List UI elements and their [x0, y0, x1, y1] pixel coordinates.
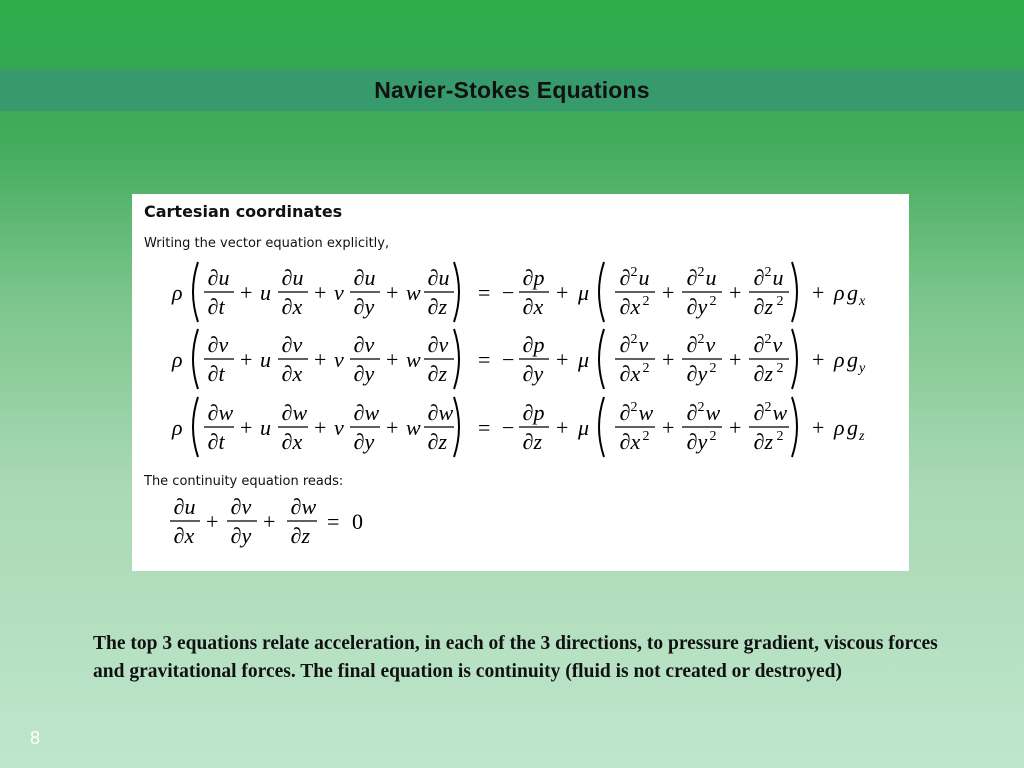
math-symbol: ∂	[753, 265, 765, 290]
math-symbol: z	[438, 294, 448, 319]
exponent: 2	[697, 265, 705, 280]
math-symbol: w	[638, 400, 654, 425]
math-symbol: y	[241, 523, 252, 548]
navier-stokes-equations	[132, 194, 909, 571]
math-symbol: ∂	[619, 265, 631, 290]
math-symbol: v	[438, 332, 449, 357]
math-symbol: y	[697, 429, 708, 454]
math-symbol: ∂	[353, 429, 365, 454]
left-paren	[193, 397, 198, 457]
plus-sign: +	[812, 415, 825, 440]
math-symbol: ∂	[753, 332, 765, 357]
math-symbol: p	[533, 265, 545, 290]
math-symbol: ∂	[281, 332, 293, 357]
equals-sign: =	[327, 509, 340, 534]
math-symbol: ∂	[427, 361, 439, 386]
continuity-intro-text: The continuity equation reads:	[144, 474, 344, 489]
math-symbol: ∂	[353, 332, 365, 357]
plus-sign: +	[263, 509, 276, 534]
equals-sign: =	[478, 415, 491, 440]
math-symbol: t	[218, 361, 225, 386]
plus-sign: +	[812, 347, 825, 372]
plus-sign: +	[386, 280, 399, 305]
exponent: 2	[709, 429, 717, 444]
math-symbol: v	[334, 415, 344, 440]
density-symbol: ρ	[172, 347, 183, 372]
math-symbol: v	[364, 332, 375, 357]
exponent: 2	[642, 361, 650, 376]
math-symbol: w	[705, 400, 721, 425]
math-symbol: w	[218, 400, 234, 425]
math-symbol: ∂	[686, 361, 698, 386]
math-symbol: ∂	[353, 361, 365, 386]
math-symbol: v	[218, 332, 229, 357]
exponent: 2	[776, 361, 784, 376]
left-paren	[599, 262, 604, 322]
plus-sign: +	[729, 347, 742, 372]
math-symbol: ∂	[230, 494, 242, 519]
exponent: 2	[709, 294, 717, 309]
math-symbol: y	[364, 294, 375, 319]
plus-sign: +	[662, 347, 675, 372]
math-symbol: v	[334, 347, 344, 372]
exponent: 2	[697, 400, 705, 415]
left-paren	[599, 397, 604, 457]
viscosity-symbol: μ	[578, 415, 590, 440]
math-symbol: ∂	[619, 429, 631, 454]
math-symbol: ∂	[207, 429, 219, 454]
exponent: 2	[764, 400, 772, 415]
math-symbol: y	[697, 361, 708, 386]
minus-sign: −	[502, 415, 515, 440]
slide-title: Navier-Stokes Equations	[374, 76, 650, 103]
exponent: 2	[697, 332, 705, 347]
plus-sign: +	[386, 415, 399, 440]
gravity-subscript: x	[859, 294, 866, 309]
math-symbol: u	[260, 415, 271, 440]
math-symbol: v	[292, 332, 303, 357]
math-symbol: ∂	[753, 361, 765, 386]
math-symbol: ∂	[230, 523, 242, 548]
exponent: 2	[776, 294, 784, 309]
exponent: 2	[764, 265, 772, 280]
math-symbol: u	[292, 265, 304, 290]
density-symbol: ρ	[834, 415, 845, 440]
math-symbol: v	[705, 332, 716, 357]
plus-sign: +	[556, 280, 569, 305]
math-symbol: y	[364, 429, 375, 454]
math-symbol: u	[184, 494, 196, 519]
math-symbol: p	[533, 400, 545, 425]
math-symbol: t	[218, 429, 225, 454]
math-symbol: y	[364, 361, 375, 386]
math-symbol: z	[438, 361, 448, 386]
math-symbol: ∂	[619, 361, 631, 386]
math-symbol: z	[764, 429, 774, 454]
gravity-subscript: y	[859, 361, 866, 376]
exponent: 2	[709, 361, 717, 376]
math-symbol: x	[292, 361, 303, 386]
plus-sign: +	[662, 280, 675, 305]
left-paren	[599, 329, 604, 389]
viscosity-symbol: μ	[578, 347, 590, 372]
title-bar	[0, 69, 1024, 111]
plus-sign: +	[729, 280, 742, 305]
math-symbol: z	[301, 523, 311, 548]
math-symbol: u	[260, 280, 271, 305]
density-symbol: ρ	[172, 415, 183, 440]
math-symbol: ∂	[207, 265, 219, 290]
math-symbol: u	[260, 347, 271, 372]
slide-number: 8	[30, 728, 41, 748]
plus-sign: +	[240, 280, 253, 305]
left-paren	[193, 329, 198, 389]
plus-sign: +	[386, 347, 399, 372]
plus-sign: +	[662, 415, 675, 440]
math-symbol: ∂	[427, 265, 439, 290]
math-symbol: w	[406, 415, 421, 440]
minus-sign: −	[502, 280, 515, 305]
math-symbol: ∂	[522, 332, 534, 357]
right-paren	[454, 262, 459, 322]
math-symbol: x	[292, 294, 303, 319]
math-symbol: u	[772, 265, 784, 290]
math-symbol: ∂	[522, 400, 534, 425]
plus-sign: +	[314, 280, 327, 305]
math-symbol: x	[630, 361, 641, 386]
math-symbol: y	[533, 361, 544, 386]
math-symbol: ∂	[686, 429, 698, 454]
math-symbol: ∂	[281, 294, 293, 319]
math-symbol: t	[218, 294, 225, 319]
math-symbol: ∂	[522, 294, 534, 319]
math-symbol: ∂	[753, 294, 765, 319]
panel-heading: Cartesian coordinates	[144, 202, 343, 221]
math-symbol: u	[705, 265, 717, 290]
plus-sign: +	[206, 509, 219, 534]
math-symbol: x	[292, 429, 303, 454]
zero-value: 0	[352, 509, 363, 534]
math-symbol: v	[638, 332, 649, 357]
math-symbol: ∂	[207, 361, 219, 386]
math-symbol: ∂	[353, 265, 365, 290]
math-symbol: w	[292, 400, 308, 425]
plus-sign: +	[240, 347, 253, 372]
exponent: 2	[630, 332, 638, 347]
math-symbol: z	[764, 361, 774, 386]
plus-sign: +	[314, 347, 327, 372]
math-symbol: ∂	[207, 294, 219, 319]
plus-sign: +	[556, 415, 569, 440]
math-symbol: ∂	[427, 429, 439, 454]
math-symbol: p	[533, 332, 545, 357]
math-symbol: z	[438, 429, 448, 454]
math-symbol: w	[438, 400, 454, 425]
plus-sign: +	[556, 347, 569, 372]
equals-sign: =	[478, 280, 491, 305]
math-symbol: ∂	[753, 400, 765, 425]
math-symbol: x	[184, 523, 195, 548]
exponent: 2	[630, 400, 638, 415]
minus-sign: −	[502, 347, 515, 372]
math-symbol: ∂	[619, 294, 631, 319]
math-symbol: u	[364, 265, 376, 290]
gravity-symbol: g	[847, 347, 858, 372]
math-symbol: ∂	[353, 400, 365, 425]
right-paren	[792, 262, 797, 322]
math-symbol: x	[630, 294, 641, 319]
math-symbol: ∂	[619, 400, 631, 425]
math-symbol: ∂	[290, 494, 302, 519]
math-symbol: ∂	[207, 400, 219, 425]
math-symbol: ∂	[281, 361, 293, 386]
math-symbol: ∂	[281, 429, 293, 454]
exponent: 2	[642, 429, 650, 444]
density-symbol: ρ	[172, 280, 183, 305]
right-paren	[454, 397, 459, 457]
math-symbol: v	[334, 280, 344, 305]
math-symbol: ∂	[290, 523, 302, 548]
math-symbol: ∂	[427, 294, 439, 319]
viscosity-symbol: μ	[578, 280, 590, 305]
math-symbol: ∂	[353, 294, 365, 319]
math-symbol: u	[218, 265, 230, 290]
math-symbol: w	[406, 347, 421, 372]
math-symbol: ∂	[173, 494, 185, 519]
right-paren	[454, 329, 459, 389]
exponent: 2	[630, 265, 638, 280]
math-symbol: ∂	[173, 523, 185, 548]
math-symbol: ∂	[281, 265, 293, 290]
math-symbol: ∂	[427, 400, 439, 425]
plus-sign: +	[812, 280, 825, 305]
math-symbol: ∂	[522, 429, 534, 454]
math-symbol: u	[438, 265, 450, 290]
plus-sign: +	[729, 415, 742, 440]
equals-sign: =	[478, 347, 491, 372]
math-symbol: v	[241, 494, 252, 519]
math-symbol: w	[772, 400, 788, 425]
gravity-symbol: g	[847, 280, 858, 305]
math-symbol: z	[533, 429, 543, 454]
intro-text: Writing the vector equation explicitly,	[144, 236, 390, 251]
math-symbol: ∂	[753, 429, 765, 454]
math-symbol: ∂	[686, 400, 698, 425]
slide-caption: The top 3 equations relate acceleration, in each of the 3 directions, to pressure gradient, viscous forces and gravitational forces. The final equation is continuity (fluid is not created or destroyed)	[93, 633, 938, 682]
math-symbol: w	[364, 400, 380, 425]
math-symbol: ∂	[522, 361, 534, 386]
plus-sign: +	[314, 415, 327, 440]
gravity-symbol: g	[847, 415, 858, 440]
math-symbol: ∂	[686, 265, 698, 290]
math-symbol: ∂	[281, 400, 293, 425]
math-symbol: u	[638, 265, 650, 290]
right-paren	[792, 329, 797, 389]
exponent: 2	[776, 429, 784, 444]
math-symbol: ∂	[207, 332, 219, 357]
right-paren	[792, 397, 797, 457]
exponent: 2	[764, 332, 772, 347]
plus-sign: +	[240, 415, 253, 440]
exponent: 2	[642, 294, 650, 309]
math-symbol: v	[772, 332, 783, 357]
math-symbol: ∂	[522, 265, 534, 290]
left-paren	[193, 262, 198, 322]
math-symbol: x	[533, 294, 544, 319]
equations-panel	[132, 194, 909, 571]
math-symbol: ∂	[686, 332, 698, 357]
gravity-subscript: z	[859, 429, 865, 444]
math-symbol: ∂	[427, 332, 439, 357]
density-symbol: ρ	[834, 347, 845, 372]
math-symbol: w	[301, 494, 317, 519]
math-symbol: z	[764, 294, 774, 319]
math-symbol: x	[630, 429, 641, 454]
density-symbol: ρ	[834, 280, 845, 305]
math-symbol: ∂	[619, 332, 631, 357]
math-symbol: w	[406, 280, 421, 305]
math-symbol: ∂	[686, 294, 698, 319]
math-symbol: y	[697, 294, 708, 319]
